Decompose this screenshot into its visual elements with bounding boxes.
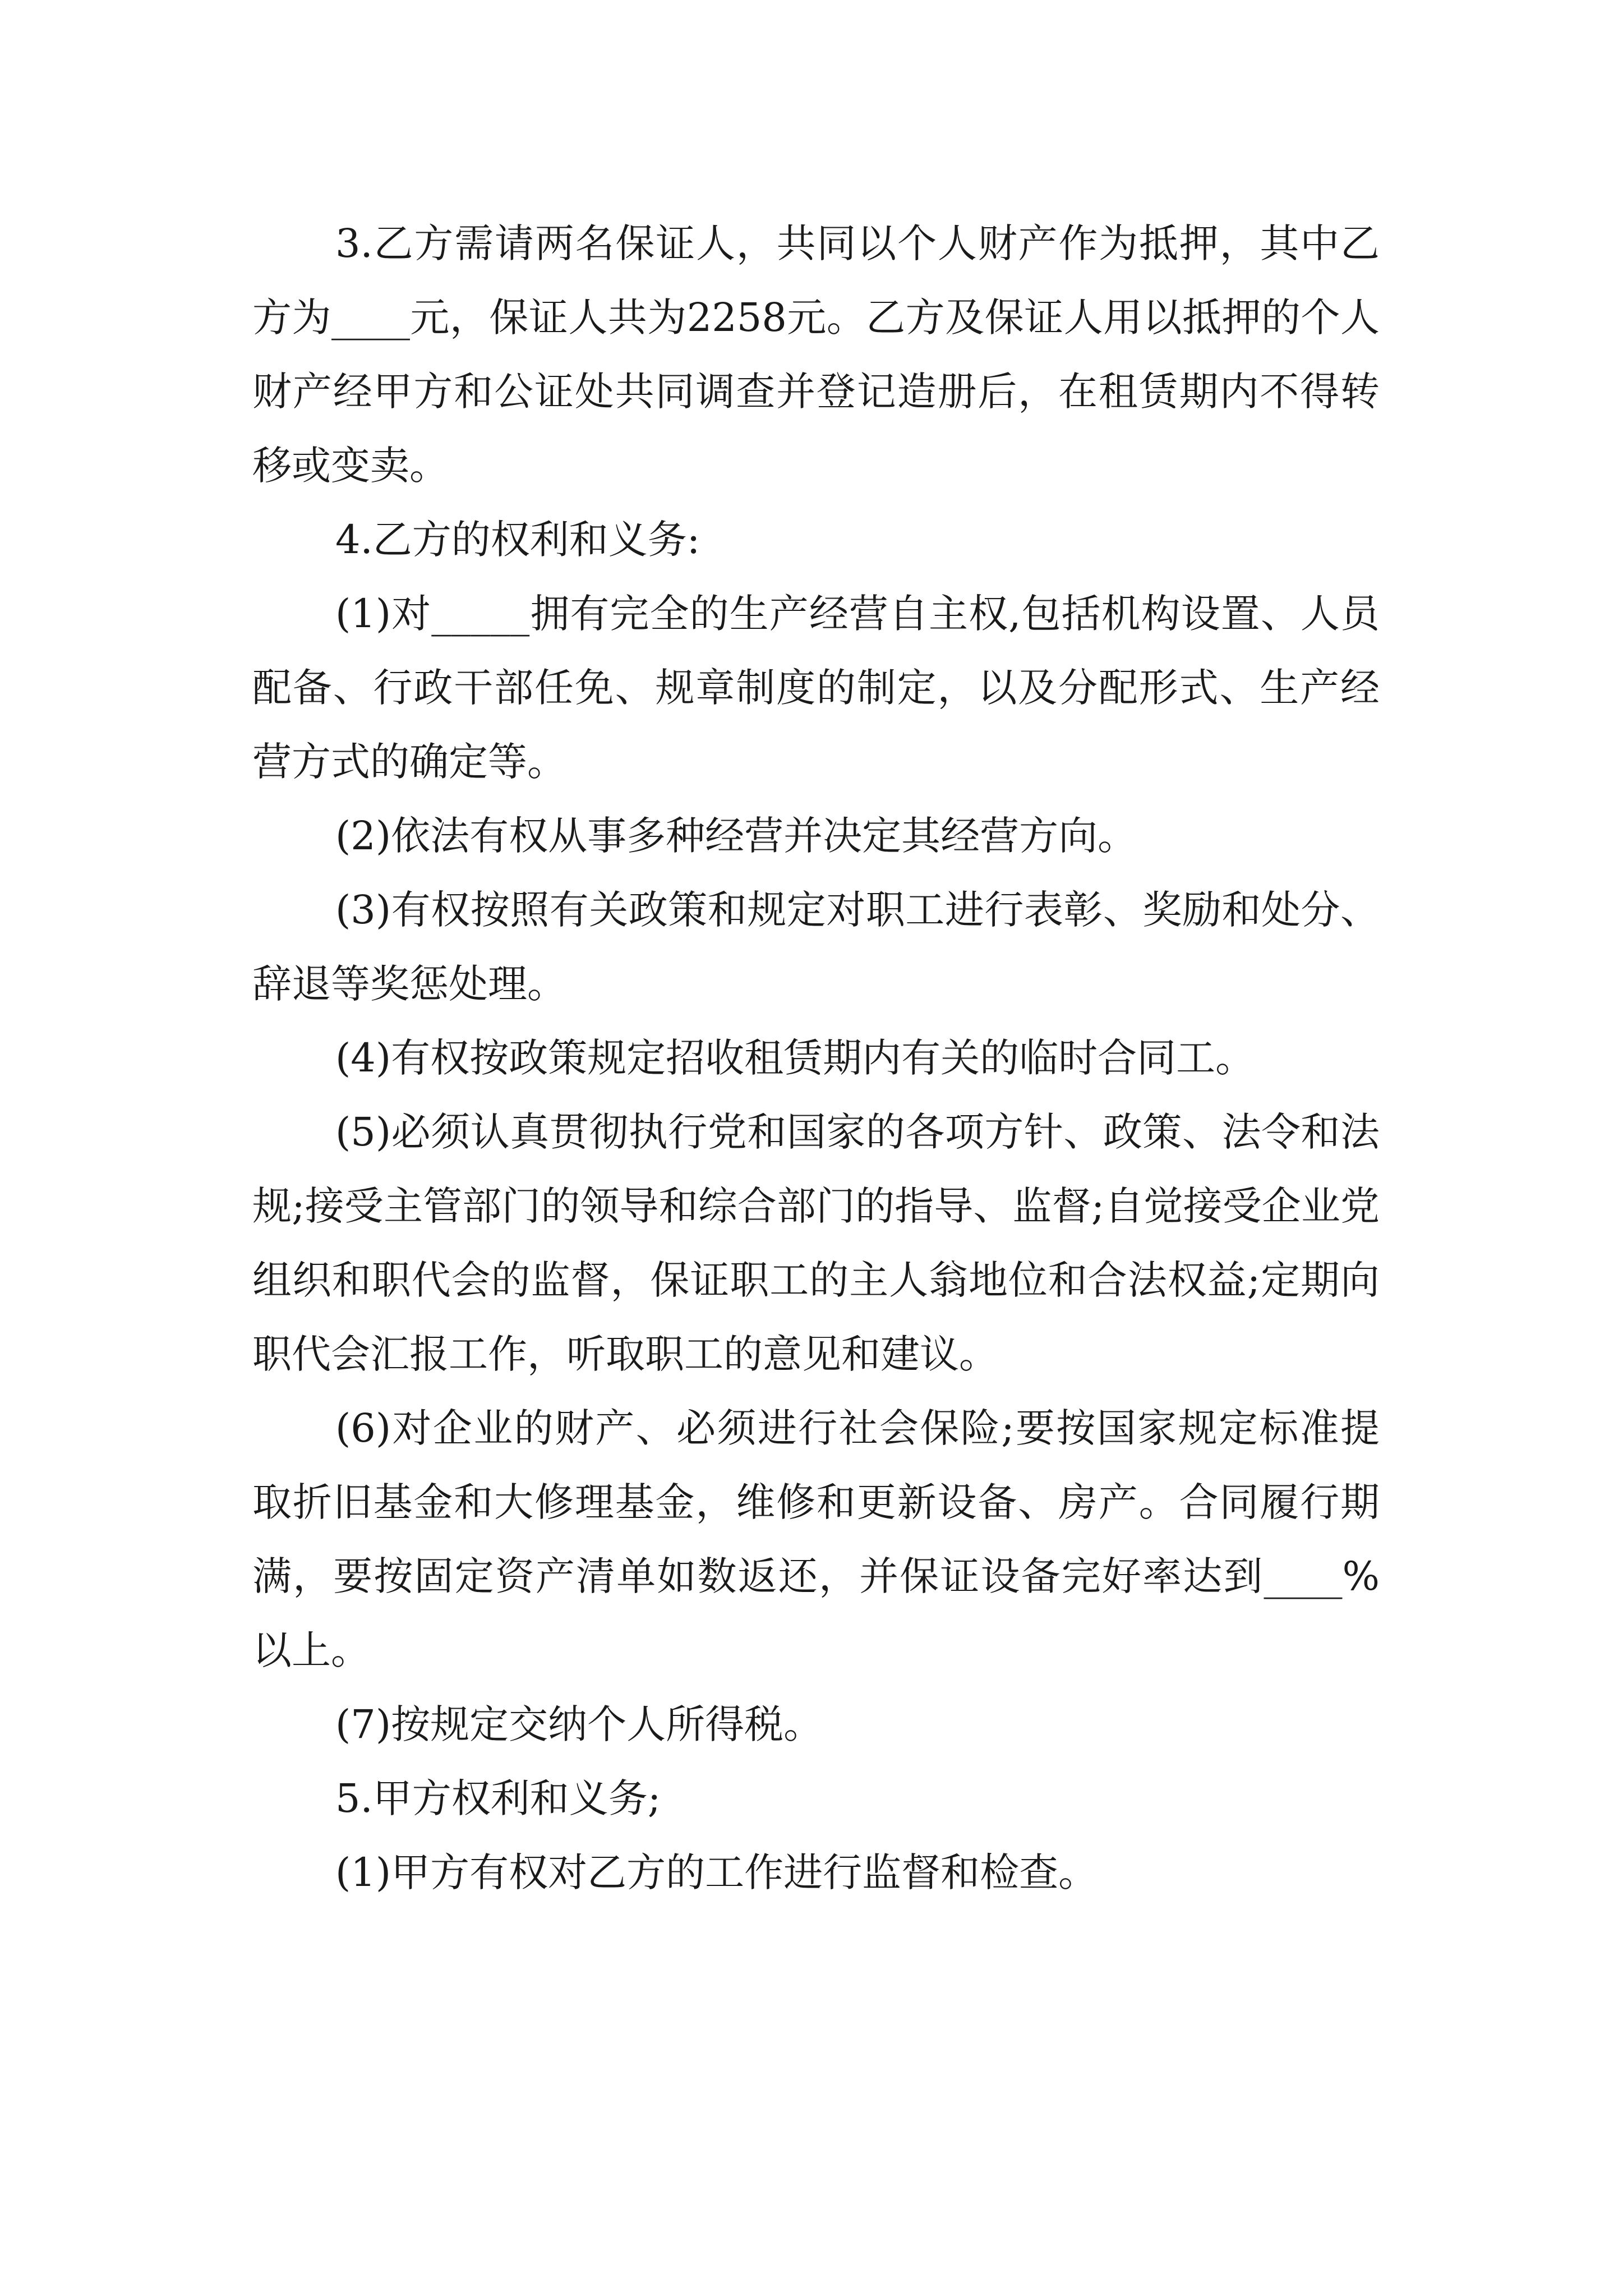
paragraph-item-4-hiring: (4)有权按政策规定招收租赁期内有关的临时合同工。 — [335, 1035, 1255, 1081]
paragraph-item-1-autonomy: (1)对_____拥有完全的生产经营自主权,包括机构设置、人员配备、行政干部任免、规章制度的制定，以及分配形式、生产经营方式的确定等。 — [252, 591, 1380, 785]
paragraph-party-a-item-1: (1)甲方有权对乙方的工作进行监督和检查。 — [335, 1849, 1098, 1895]
paragraph-item-5-policies: (5)必须认真贯彻执行党和国家的各项方针、政策、法令和法规;接受主管部门的领导和综合部门的指导、监督;自觉接受企业党组织和职代会的监督，保证职工的主人翁地位和合法权益;定期向职代会汇报工作，听取职工的意见和建议。 — [252, 1109, 1380, 1377]
paragraph-item-2-operations: (2)依法有权从事多种经营并决定其经营方向。 — [335, 813, 1137, 859]
paragraph-item-7-tax: (7)按规定交纳个人所得税。 — [335, 1701, 823, 1747]
paragraph-item-3-rewards: (3)有权按照有关政策和规定对职工进行表彰、奖励和处分、辞退等奖惩处理。 — [252, 887, 1380, 1007]
paragraph-party-b-rights-heading: 4.乙方的权利和义务: — [335, 517, 700, 563]
paragraph-item-6-insurance: (6)对企业的财产、必须进行社会保险;要按国家规定标准提取折旧基金和大修理基金，维修和更新设备、房产。合同履行期满，要按固定资产清单如数返还，并保证设备完好率达到____%以上。 — [252, 1405, 1380, 1673]
paragraph-guarantor-clause: 3.乙方需请两名保证人，共同以个人财产作为抵押，其中乙方为____元，保证人共为2258元。乙方及保证人用以抵押的个人财产经甲方和公证处共同调查并登记造册后，在租赁期内不得转移或变卖。 — [252, 220, 1380, 489]
paragraph-party-a-rights-heading: 5.甲方权利和义务; — [335, 1775, 661, 1821]
document-body — [252, 206, 1380, 1910]
